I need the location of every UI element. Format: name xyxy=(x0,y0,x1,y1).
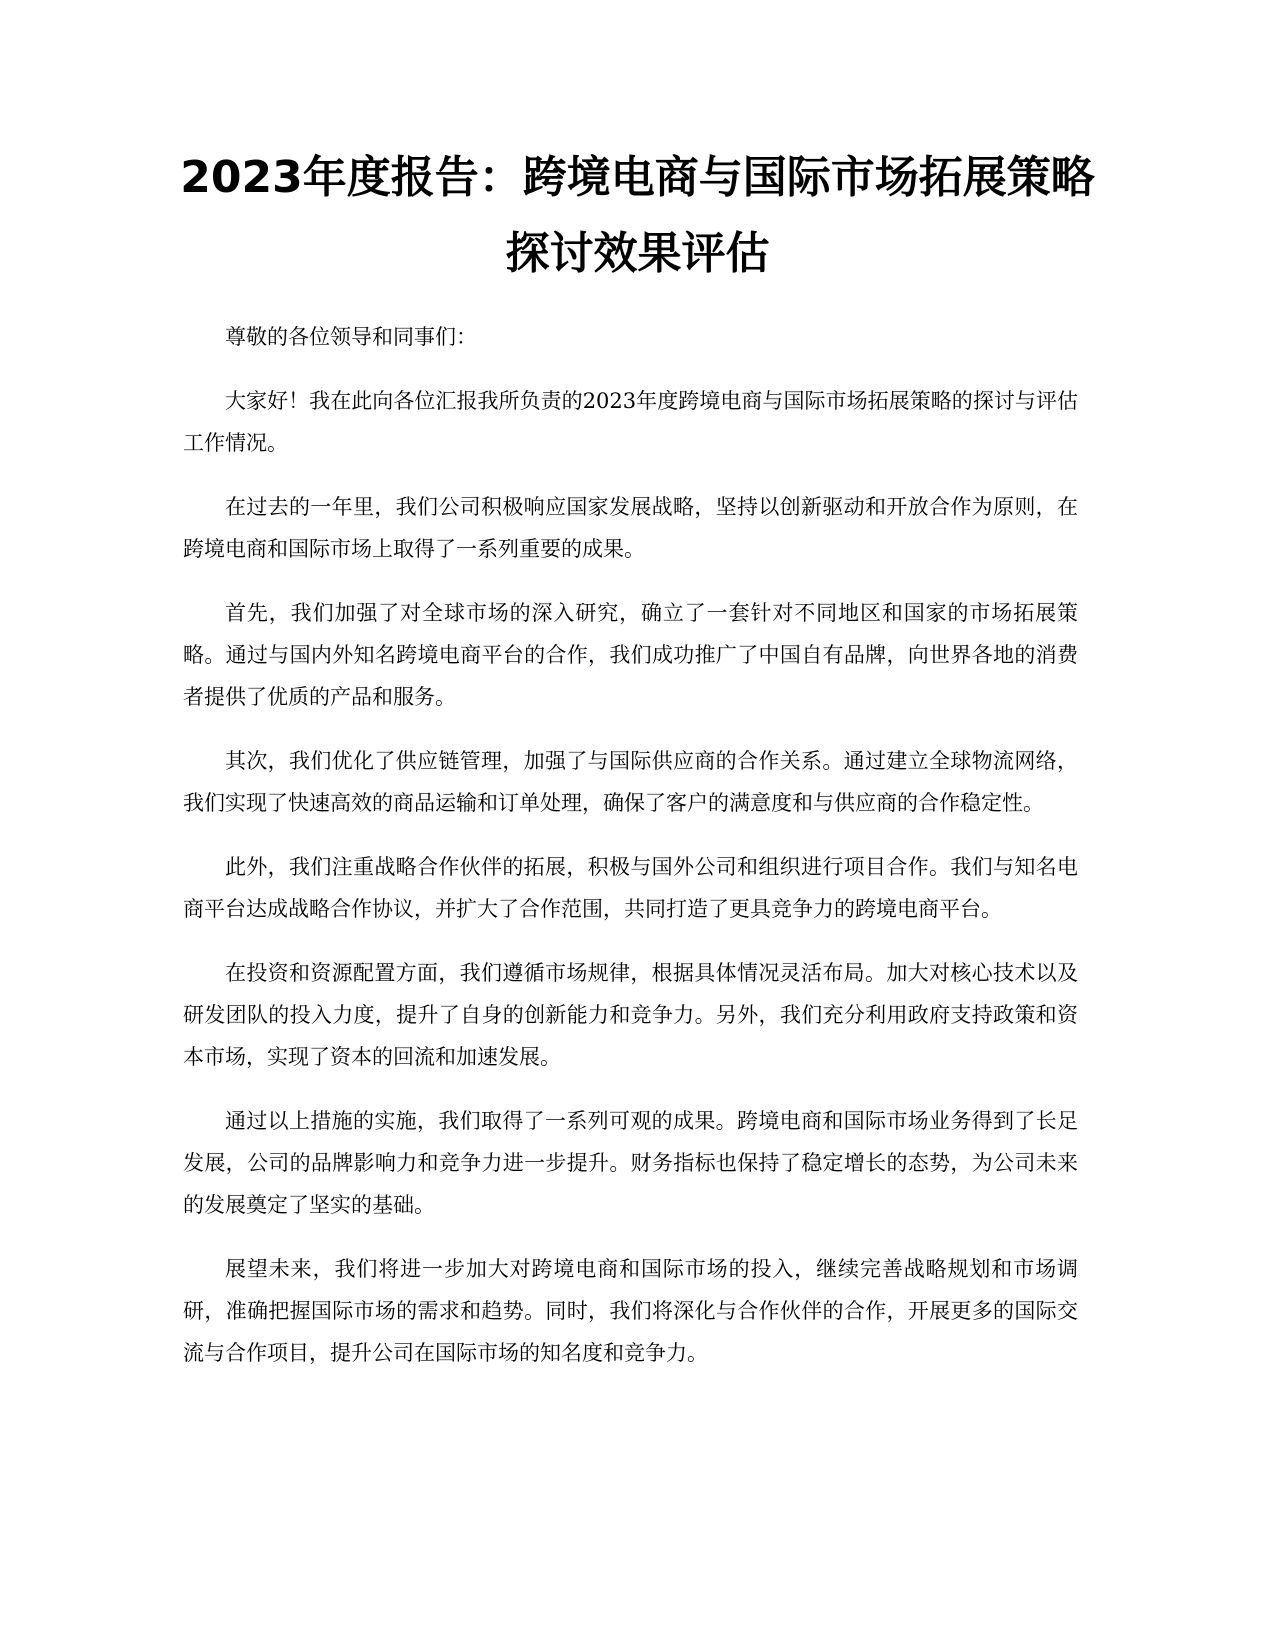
body-paragraph: 其次，我们优化了供应链管理，加强了与国际供应商的合作关系。通过建立全球物流网络，我们实现了快速高效的商品运输和订单处理，确保了客户的满意度和与供应商的合作稳定性。 xyxy=(183,749,1078,815)
body-paragraph: 展望未来，我们将进一步加大对跨境电商和国际市场的投入，继续完善战略规划和市场调研，准确把握国际市场的需求和趋势。同时，我们将深化与合作伙伴的合作，开展更多的国际交流与合作项目，提升公司在国际市场的知名度和竞争力。 xyxy=(183,1257,1078,1365)
body-paragraph: 大家好！我在此向各位汇报我所负责的2023年度跨境电商与国际市场拓展策略的探讨与评估工作情况。 xyxy=(183,389,1078,455)
document-body xyxy=(183,316,1078,1396)
body-paragraph: 在投资和资源配置方面，我们遵循市场规律，根据具体情况灵活布局。加大对核心技术以及研发团队的投入力度，提升了自身的创新能力和竞争力。另外，我们充分利用政府支持政策和资本市场，实现了资本的回流和加速发展。 xyxy=(183,961,1078,1069)
body-paragraph: 首先，我们加强了对全球市场的深入研究，确立了一套针对不同地区和国家的市场拓展策略。通过与国内外知名跨境电商平台的合作，我们成功推广了中国自有品牌，向世界各地的消费者提供了优质的产品和服务。 xyxy=(183,601,1078,709)
salutation-paragraph: 尊敬的各位领导和同事们： xyxy=(225,325,477,349)
body-paragraph: 此外，我们注重战略合作伙伴的拓展，积极与国外公司和组织进行项目合作。我们与知名电商平台达成战略合作协议，并扩大了合作范围，共同打造了更具竞争力的跨境电商平台。 xyxy=(183,855,1078,921)
body-paragraph: 通过以上措施的实施，我们取得了一系列可观的成果。跨境电商和国际市场业务得到了长足发展，公司的品牌影响力和竞争力进一步提升。财务指标也保持了稳定增长的态势，为公司未来的发展奠定了坚实的基础。 xyxy=(183,1109,1078,1217)
document-title: 2023年度报告：跨境电商与国际市场拓展策略探讨效果评估 xyxy=(180,152,1095,279)
body-paragraph: 在过去的一年里，我们公司积极响应国家发展战略，坚持以创新驱动和开放合作为原则，在跨境电商和国际市场上取得了一系列重要的成果。 xyxy=(183,495,1078,561)
